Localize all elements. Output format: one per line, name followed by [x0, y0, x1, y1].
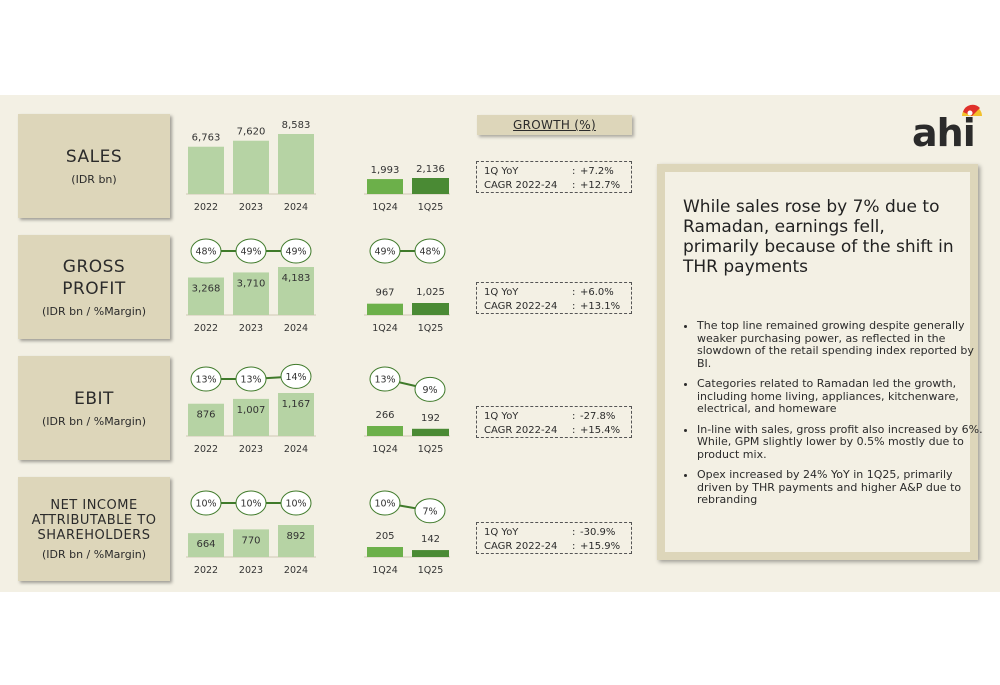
value-label: 7,620: [236, 126, 266, 138]
cagr-label: CAGR 2022-24: [484, 425, 558, 436]
margin-label: 10%: [195, 498, 217, 510]
net-income-title: NET INCOME ATTRIBUTABLE TO SHAREHOLDERS: [31, 497, 157, 543]
tick-label: 2023: [238, 202, 264, 213]
yoy-label: 1Q YoY: [484, 287, 519, 298]
tick-label: 2024: [283, 323, 309, 334]
bar-1Q24: [367, 179, 403, 194]
value-label: 4,183: [281, 273, 311, 284]
summary-bullet: • In-line with sales, gross profit also increased by 6%. While, GPM slightly lower by 0.5% mostly due to product mix.: [697, 424, 983, 462]
tick-label: 1Q25: [417, 323, 444, 334]
net-income-growth-box: 1Q YoY : -30.9% CAGR 2022-24 : +15.9%: [476, 522, 632, 554]
value-label: 1,025: [416, 287, 445, 298]
tick-label: 1Q25: [417, 565, 444, 576]
yoy-label: 1Q YoY: [484, 166, 519, 177]
value-label: 142: [420, 534, 441, 546]
gross-profit-growth-box: 1Q YoY : +6.0% CAGR 2022-24 : +13.1%: [476, 282, 632, 314]
ahi-logo: [910, 102, 985, 154]
margin-label: 9%: [422, 384, 438, 396]
gross-profit-title: GROSS PROFIT: [62, 257, 126, 299]
value-label: 192: [420, 412, 441, 424]
summary-panel: [657, 164, 983, 560]
margin-label: 13%: [195, 374, 217, 386]
sales-subtitle: (IDR bn): [71, 173, 117, 186]
value-label: 1,167: [281, 399, 311, 410]
value-label: 1,007: [236, 404, 266, 416]
value-label: 664: [196, 539, 216, 551]
tick-label: 1Q24: [372, 202, 398, 213]
value-label: 6,763: [191, 132, 221, 144]
cagr-label: CAGR 2022-24: [484, 301, 558, 312]
tick-label: 1Q24: [372, 323, 398, 334]
bar-1Q25: [412, 550, 449, 557]
yoy-value: +7.2%: [580, 166, 614, 177]
tick-label: 2022: [193, 444, 219, 455]
sales-title: SALES: [65, 147, 123, 167]
bar-1Q24: [367, 547, 403, 557]
tick-label: 2023: [238, 565, 264, 576]
margin-label: 13%: [374, 374, 396, 386]
value-label: 3,268: [191, 283, 221, 295]
bar-1Q24: [367, 426, 403, 436]
tick-label: 2024: [283, 202, 309, 213]
gross-profit-subtitle: (IDR bn / %Margin): [41, 305, 147, 318]
summary-bullet: • Categories related to Ramadan led the growth, including home living, appliances, kitchenware, electrical, and homeware: [697, 378, 983, 416]
tick-label: 2022: [193, 323, 219, 334]
yoy-value: -27.8%: [580, 411, 616, 422]
value-label: 770: [241, 535, 261, 547]
tick-label: 2024: [283, 444, 309, 455]
cagr-value: +13.1%: [580, 301, 621, 312]
margin-label: 49%: [240, 246, 262, 258]
cagr-value: +15.9%: [580, 541, 621, 552]
growth-header: GROWTH (%): [477, 115, 632, 135]
bar-1Q25: [412, 178, 449, 194]
tick-label: 1Q24: [372, 444, 398, 455]
margin-label: 13%: [240, 374, 262, 386]
bar-1Q24: [367, 304, 403, 315]
margin-label: 48%: [195, 246, 217, 258]
cagr-value: +15.4%: [580, 425, 621, 436]
margin-label: 14%: [285, 371, 307, 383]
cagr-label: CAGR 2022-24: [484, 180, 558, 191]
summary-bullet: • The top line remained growing despite generally weaker purchasing power, as reflected in the slowdown of the retail spending index reported by BI.: [697, 320, 983, 370]
tick-label: 2022: [193, 202, 219, 213]
yoy-value: +6.0%: [580, 287, 614, 298]
ebit-title: EBIT: [74, 389, 114, 409]
margin-label: 48%: [419, 246, 441, 258]
value-label: 3,710: [236, 278, 266, 290]
tick-label: 2023: [238, 444, 264, 455]
tick-label: 1Q24: [372, 565, 398, 576]
margin-label: 49%: [285, 246, 307, 258]
value-label: 1,993: [370, 165, 400, 177]
ebit-growth-box: 1Q YoY : -27.8% CAGR 2022-24 : +15.4%: [476, 406, 632, 438]
tick-label: 2023: [238, 323, 264, 334]
summary-bullet: • Opex increased by 24% YoY in 1Q25, primarily driven by THR payments and higher A&P due to rebranding: [697, 469, 983, 507]
value-label: 967: [375, 287, 395, 299]
tick-label: 2024: [283, 565, 309, 576]
cagr-value: +12.7%: [580, 180, 621, 191]
tick-label: 1Q25: [417, 202, 444, 213]
summary-inner: [665, 172, 983, 552]
bar-2024: [278, 134, 314, 194]
value-label: 876: [196, 409, 216, 421]
yoy-value: -30.9%: [580, 527, 616, 538]
bar-2022: [188, 147, 224, 194]
sales-growth-box: 1Q YoY : +7.2% CAGR 2022-24 : +12.7%: [476, 161, 632, 193]
value-label: 892: [286, 531, 306, 542]
bar-1Q25: [412, 303, 449, 315]
cagr-label: CAGR 2022-24: [484, 541, 558, 552]
summary-bullets: [679, 320, 983, 515]
margin-label: 10%: [240, 498, 262, 510]
margin-label: 49%: [374, 246, 396, 258]
logo-text: ahi: [912, 111, 975, 154]
yoy-label: 1Q YoY: [484, 527, 519, 538]
bar-2023: [233, 141, 269, 194]
margin-label: 7%: [422, 506, 438, 518]
value-label: 8,583: [281, 120, 311, 131]
value-label: 2,136: [416, 164, 445, 175]
margin-label: 10%: [285, 498, 307, 510]
ebit-subtitle: (IDR bn / %Margin): [41, 415, 147, 428]
summary-headline: While sales rose by 7% due to Ramadan, earnings fell, primarily because of the shift in THR payments: [683, 197, 954, 277]
margin-label: 10%: [374, 498, 396, 510]
value-label: 205: [375, 531, 395, 542]
tick-label: 1Q25: [417, 444, 444, 455]
tick-label: 2022: [193, 565, 219, 576]
yoy-label: 1Q YoY: [484, 411, 519, 422]
value-label: 266: [375, 410, 395, 421]
net-income-subtitle: (IDR bn / %Margin): [41, 547, 147, 561]
bar-1Q25: [412, 429, 449, 436]
